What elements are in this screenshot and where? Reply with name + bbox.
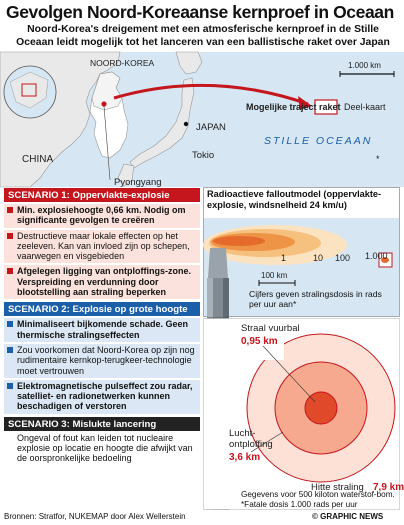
tokyo-dot <box>184 122 188 126</box>
page-title: Gevolgen Noord-Koreaanse kernproef in Oceaan <box>6 2 394 22</box>
globe-locator <box>4 66 56 118</box>
dose-label-1: 1 <box>281 253 287 263</box>
scenario-2-item: Elektromagnetische pulseffect zou radar, satelliet- en radionetwerken kunnen beschadigen of verstoren <box>4 380 200 414</box>
heat-radiation-label: Hitte straling <box>311 482 364 493</box>
page-subtitle: Noord-Korea's dreigement met een atmosferische kernproef in de Stille Oceaan leidt mogelijk tot het lanceren van een ballistische raket over Japan <box>16 24 390 48</box>
label-tokyo: Tokio <box>192 150 215 161</box>
blast-radius-panel <box>203 318 404 510</box>
sources-line: Bronnen: Stratfor, NUKEMAP door Alex Wellerstein <box>4 512 186 521</box>
credit-line: © GRAPHIC NEWS <box>312 512 384 521</box>
fallout-note: Cijfers geven stralingsdosis in rads per uur aan* <box>249 289 382 309</box>
fallout-title: Radioactieve falloutmodel (oppervlakte-explosie, windsnelheid 24 km/u) <box>207 189 382 210</box>
dose-label-1000: 1.000 <box>365 251 388 261</box>
fallout-zone-1000 <box>213 236 265 246</box>
fallout-scale-label: 100 km <box>261 271 288 280</box>
scenario-column <box>4 188 200 466</box>
scenario-1-item: Min. explosiehoogte 0,66 km. Nodig om significante gevolgen te creëren <box>4 204 200 228</box>
air-blast-label: Lucht-ontploffing <box>229 428 273 450</box>
label-north-korea: NOORD-KOREA <box>90 58 155 68</box>
label-china: CHINA <box>22 154 54 165</box>
missile-nose <box>208 248 228 278</box>
label-trajectory: Mogelijke traject raket <box>246 102 341 112</box>
label-ocean: STILLE OCEAAN <box>264 135 373 147</box>
pyongyang-dot <box>101 101 106 106</box>
dose-label-10: 10 <box>313 253 324 263</box>
blast-footnote: Gegevens voor 500 kiloton waterstof-bom. *Fatale dosis 1.000 rads per uur <box>241 490 395 509</box>
scenario-3-text: Ongeval of fout kan leiden tot nucleaire explosie op locatie en hoogte die afwijkt van de oorspronkelijke bedoeling <box>17 432 193 464</box>
scenario-1-heading: SCENARIO 1: Oppervlakte-explosie <box>4 188 200 202</box>
fireball-label: Straal vuurbal <box>241 323 300 334</box>
heat-radiation-value: 7,9 km <box>373 482 404 493</box>
scenario-2-heading: SCENARIO 2: Explosie op grote hoogte <box>4 302 200 316</box>
label-scale: 1.000 km <box>348 61 381 70</box>
scenario-3-heading: SCENARIO 3: Mislukte lancering <box>4 417 200 431</box>
air-blast-value: 3,6 km <box>229 452 261 463</box>
label-star-note: * <box>376 154 380 164</box>
scenario-1-item: Afgelegen ligging van ontploffings-zone. Verspreiding en verdunning door blootstelling aan straling beperken <box>4 265 200 299</box>
scenario-2-item: Minimaliseert bijkomende schade. Geen thermische stralingseffecten <box>4 318 200 342</box>
label-pyongyang: Pyongyang <box>114 177 162 188</box>
region-map <box>0 52 404 187</box>
label-inset: Deel-kaart <box>344 102 386 112</box>
label-japan: JAPAN <box>196 122 226 133</box>
dose-label-100: 100 <box>335 253 351 263</box>
fireball-value: 0,95 km <box>241 336 278 347</box>
scenario-2-item: Zou voorkomen dat Noord-Korea op zijn nog rudimentaire kernkop-terugkeer-technologie moet vertrouwen <box>4 344 200 378</box>
scenario-1-item: Destructieve maar lokale effecten op het zeeleven. Kan van invloed zijn op schepen, vaarwegen en visgebieden <box>4 230 200 264</box>
